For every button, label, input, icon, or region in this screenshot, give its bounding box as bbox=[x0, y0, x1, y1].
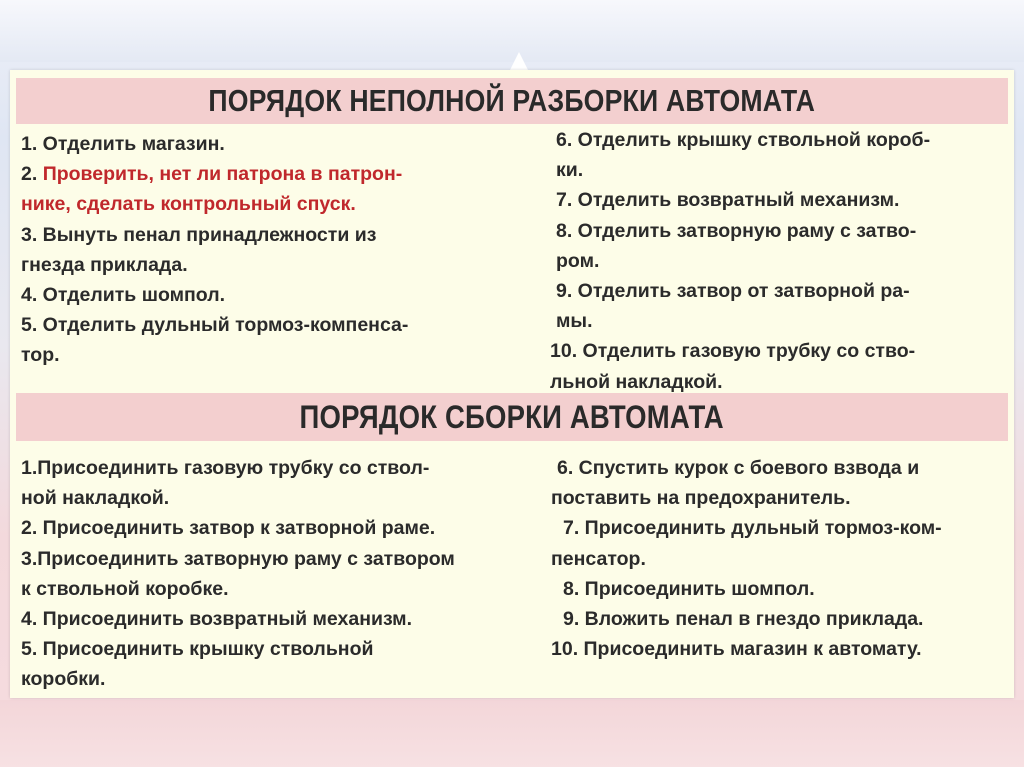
background-bottom bbox=[0, 700, 1024, 767]
disassembly-step-9: 9. Отделить затвор от затворной ра- bbox=[556, 279, 910, 302]
assembly-step-7-cont: пенсатор. bbox=[551, 547, 646, 570]
disassembly-step-5-cont: тор. bbox=[21, 344, 60, 367]
disassembly-step-1: 1. Отделить магазин. bbox=[21, 133, 225, 155]
assembly-step-7: 7. Присоединить дульный тормоз-ком- bbox=[563, 517, 942, 540]
pointer-triangle bbox=[510, 52, 528, 70]
disassembly-title-band bbox=[16, 78, 1008, 124]
disassembly-step-10-cont: льной накладкой. bbox=[550, 370, 723, 393]
disassembly-step-7: 7. Отделить возвратный механизм. bbox=[556, 189, 900, 212]
assembly-step-8: 8. Присоединить шомпол. bbox=[563, 577, 815, 600]
assembly-right-column bbox=[551, 453, 942, 664]
assembly-step-10: 10. Присоединить магазин к автомату. bbox=[551, 638, 922, 661]
disassembly-step-3: 3. Вынуть пенал принадлежности из bbox=[21, 223, 377, 246]
assembly-step-5-cont: коробки. bbox=[21, 668, 106, 691]
assembly-title-band bbox=[16, 393, 1008, 441]
assembly-step-5: 5. Присоединить крышку ствольной bbox=[21, 638, 374, 661]
assembly-step-1: 1.Присоединить газовую трубку со ствол- bbox=[21, 457, 430, 479]
disassembly-step-2-warning-cont: нике, сделать контрольный спуск. bbox=[21, 193, 356, 216]
assembly-step-2: 2. Присоединить затвор к затворной раме. bbox=[21, 517, 436, 540]
assembly-step-9: 9. Вложить пенал в гнездо приклада. bbox=[563, 607, 924, 630]
disassembly-step-2-warning: Проверить, нет ли патрона в патрон- bbox=[42, 163, 403, 186]
assembly-step-1-cont: ной накладкой. bbox=[21, 487, 170, 510]
disassembly-step-2 bbox=[21, 159, 408, 189]
assembly-left-column bbox=[21, 453, 455, 695]
assembly-step-4: 4. Присоединить возвратный механизм. bbox=[21, 607, 413, 630]
disassembly-step-9-cont: мы. bbox=[556, 310, 593, 333]
assembly-step-3: 3.Присоединить затворную раму с затвором bbox=[21, 547, 455, 570]
disassembly-left-column bbox=[21, 129, 408, 371]
disassembly-step-4: 4. Отделить шомпол. bbox=[21, 283, 226, 306]
disassembly-step-8-cont: ром. bbox=[556, 249, 600, 272]
disassembly-right-column bbox=[550, 125, 930, 397]
disassembly-step-6-cont: ки. bbox=[556, 159, 584, 182]
instruction-card bbox=[10, 70, 1014, 698]
assembly-step-6: 6. Спустить курок с боевого взвода и bbox=[557, 457, 920, 479]
disassembly-title: ПОРЯДОК НЕПОЛНОЙ РАЗБОРКИ АВТОМАТА bbox=[208, 83, 816, 118]
assembly-step-3-cont: к ствольной коробке. bbox=[21, 577, 229, 600]
assembly-step-6-cont: поставить на предохранитель. bbox=[551, 487, 851, 510]
disassembly-step-6: 6. Отделить крышку ствольной короб- bbox=[556, 129, 931, 151]
disassembly-step-3-cont: гнезда приклада. bbox=[21, 253, 188, 276]
disassembly-step-8: 8. Отделить затворную раму с затво- bbox=[556, 219, 917, 242]
disassembly-step-10: 10. Отделить газовую трубку со ство- bbox=[550, 340, 916, 363]
disassembly-step-2-number: 2. bbox=[21, 163, 43, 186]
assembly-title: ПОРЯДОК СБОРКИ АВТОМАТА bbox=[299, 398, 725, 435]
disassembly-step-5: 5. Отделить дульный тормоз-компенса- bbox=[21, 314, 409, 337]
